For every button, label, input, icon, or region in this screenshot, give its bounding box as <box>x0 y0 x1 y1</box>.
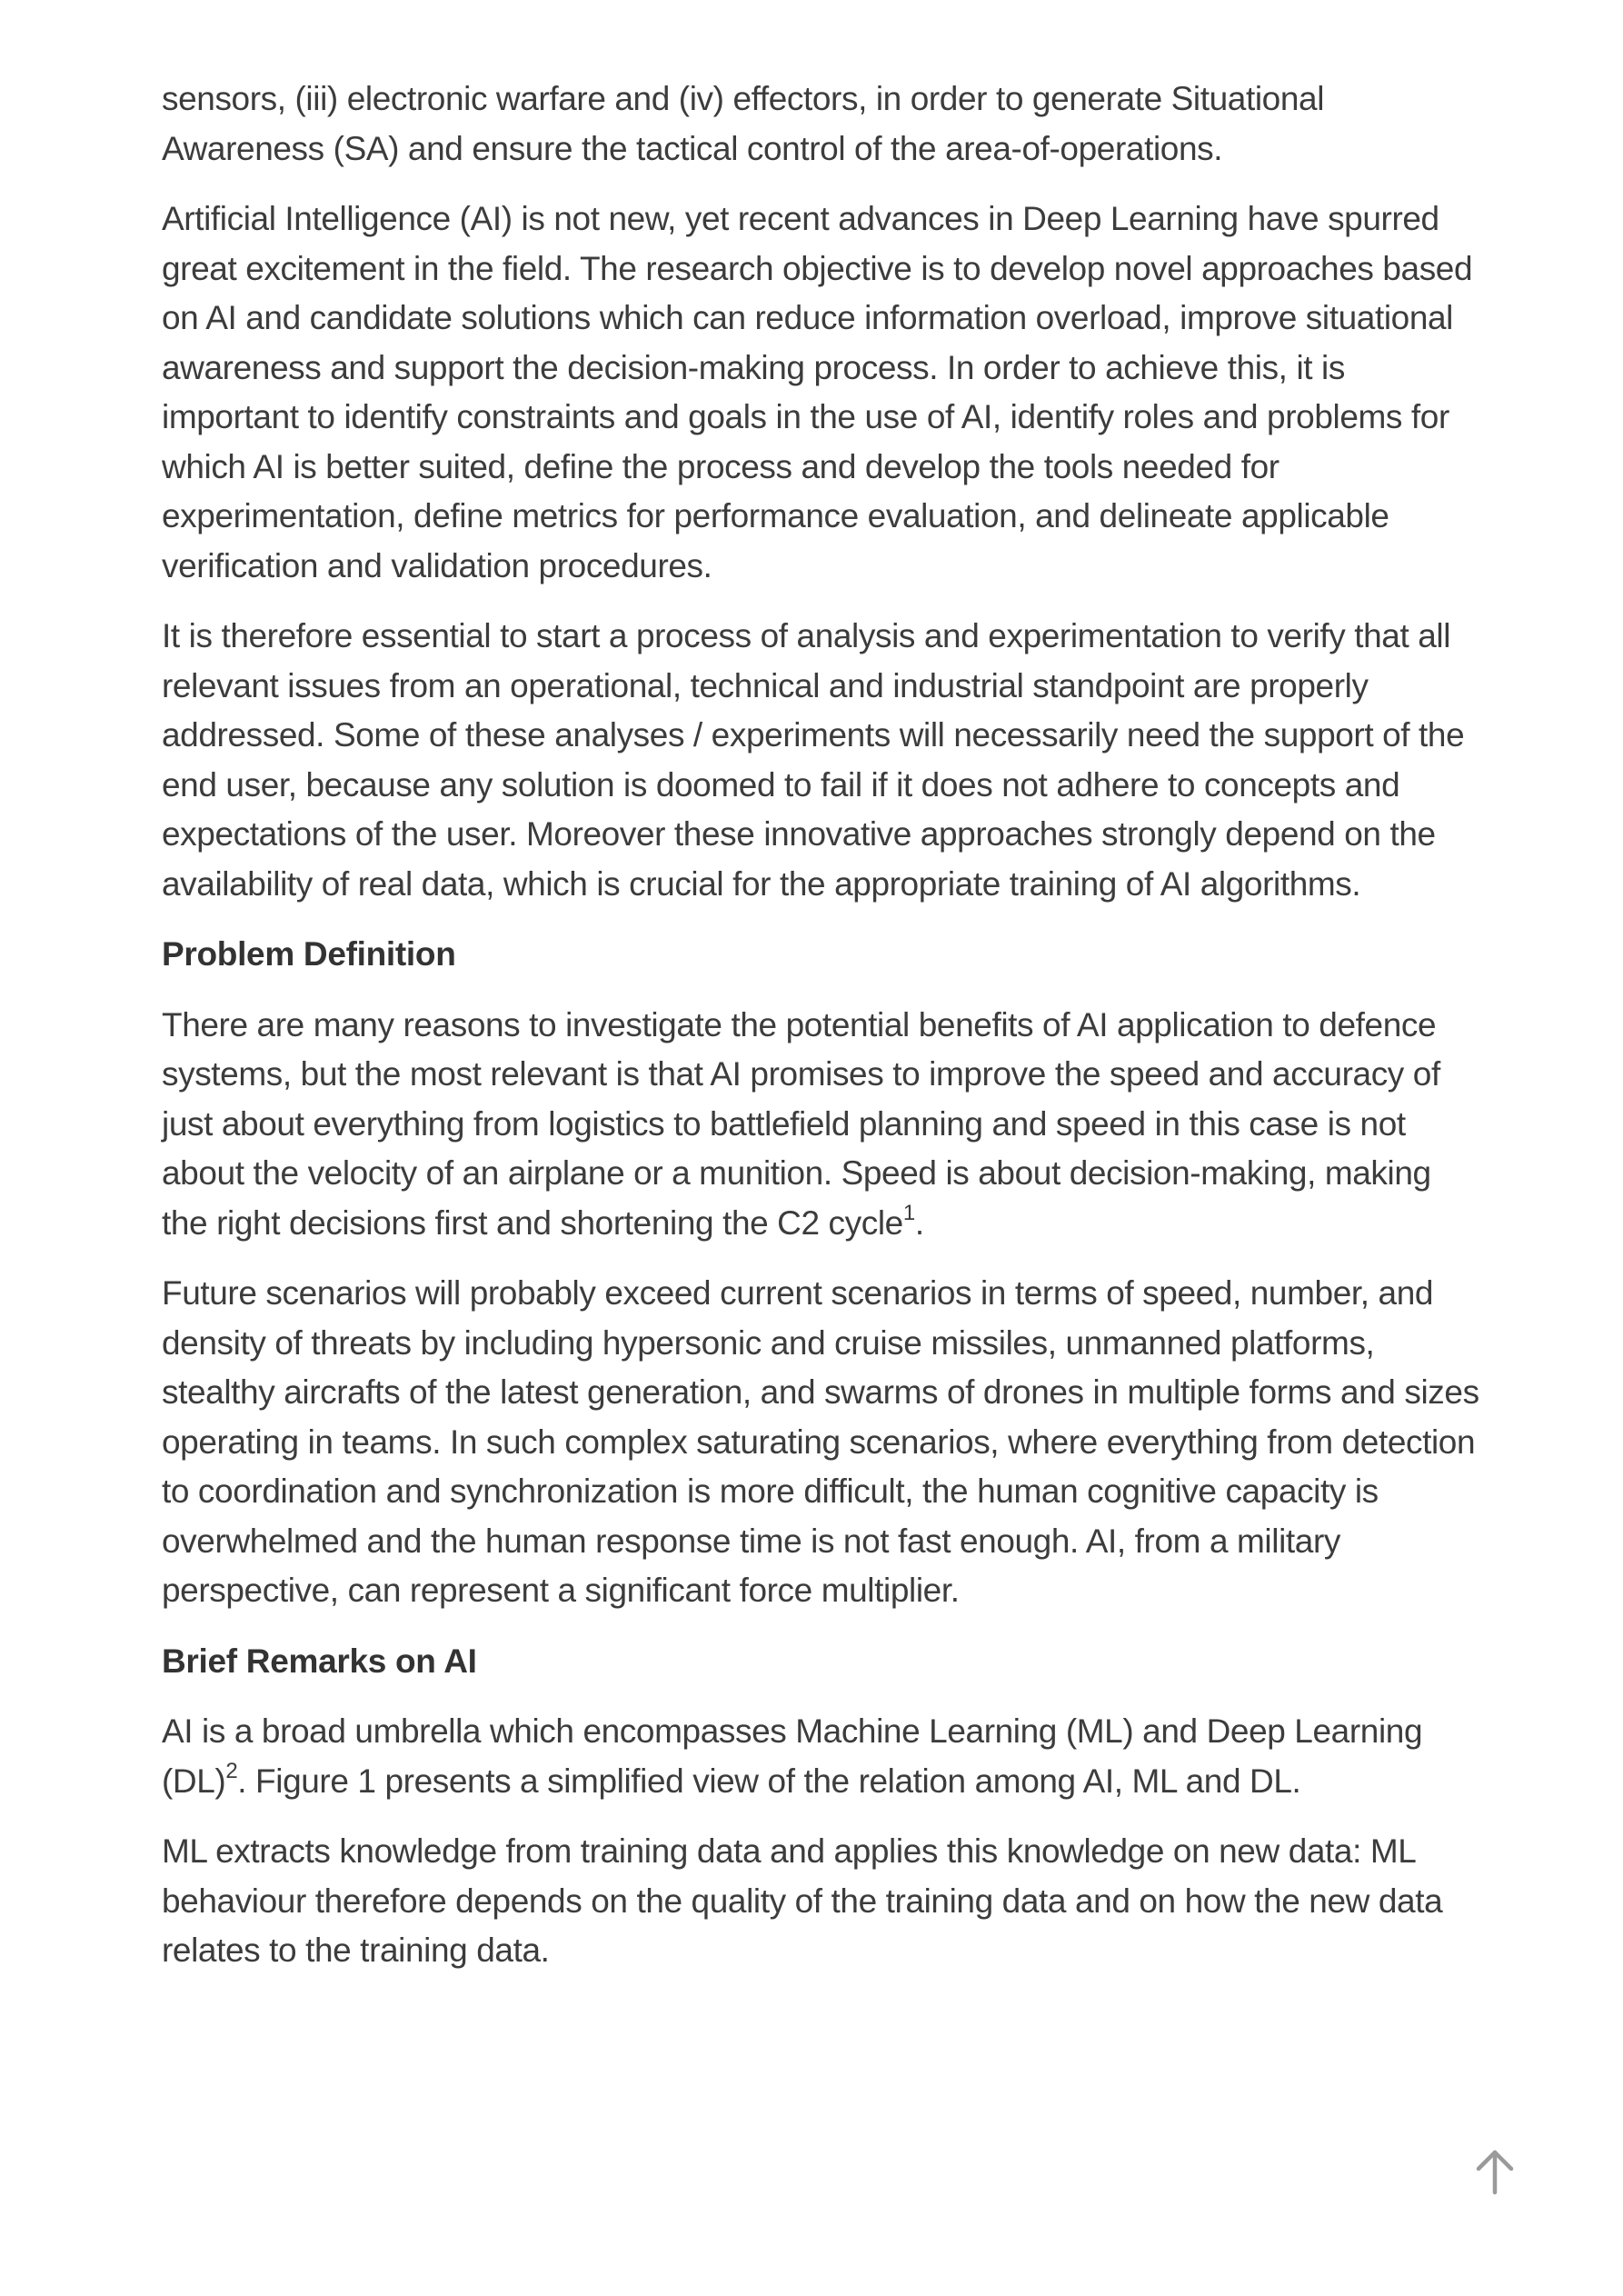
paragraph-reasons-tail: . <box>914 1203 924 1242</box>
paragraph-sensors: sensors, (iii) electronic warfare and (iv) effectors, in order to generate Situational Awareness (SA) and ensure the tactical control of the area-of-operations. <box>162 80 1325 167</box>
paragraph-ai-intro: Artificial Intelligence (AI) is not new, yet recent advances in Deep Learning have spurred great excitement in the field. The research objective is to develop novel approaches based on AI and candidate solutions which can reduce information overload, improve situational awareness and support the decision-making process. In order to achieve this, it is important to identify constraints and goals in the use of AI, identify roles and problems for which AI is better suited, define the process and develop the tools needed for experimentation, define metrics for performance evaluation, and delineate applicable verification and validation procedures. <box>162 200 1473 584</box>
footnote-ref-1[interactable]: 1 <box>902 1201 915 1226</box>
arrow-up-icon <box>1470 2147 1519 2196</box>
paragraph-reasons-text: There are many reasons to investigate the potential benefits of AI application to defence systems, but the most relevant is that AI promises to improve the speed and accuracy of just about everything from logistics to battlefield planning and speed in this case is not about the velocity of an airplane or a munition. Speed is about decision-making, making the right decisions first and shortening the C2 cycle <box>162 1005 1440 1242</box>
footnote-ref-2[interactable]: 2 <box>225 1759 238 1784</box>
back-to-top-button[interactable] <box>1470 2147 1519 2196</box>
paragraph-reasons <box>162 1001 1479 1249</box>
paragraph-ml-knowledge: ML extracts knowledge from training data and applies this knowledge on new data: ML behaviour therefore depends on the quality of the training data and on how the new data relates to the training data. <box>162 1832 1443 1969</box>
paragraph-ai-umbrella-tail: . Figure 1 presents a simplified view of the relation among AI, ML and DL. <box>237 1762 1301 1800</box>
heading-problem-definition: Problem Definition <box>162 935 456 973</box>
paragraph-ai-umbrella-text: AI is a broad umbrella which encompasses Machine Learning (ML) and Deep Learning (DL) <box>162 1712 1423 1800</box>
document-body <box>162 75 1479 1997</box>
paragraph-analysis: It is therefore essential to start a process of analysis and experimentation to verify that all relevant issues from an operational, technical and industrial standpoint are properly addressed. Some of these analyses / experiments will necessarily need the support of the end user, because any solution is doomed to fail if it does not adhere to concepts and expectations of the user. Moreover these innovative approaches strongly depend on the availability of real data, which is crucial for the appropriate training of AI algorithms. <box>162 617 1465 903</box>
paragraph-ai-umbrella <box>162 1707 1479 1806</box>
paragraph-future-scenarios: Future scenarios will probably exceed current scenarios in terms of speed, number, and density of threats by including hypersonic and cruise missiles, unmanned platforms, stealthy aircrafts of the latest generation, and swarms of drones in multiple forms and sizes operating in teams. In such complex saturating scenarios, where everything from detection to coordination and synchronization is more difficult, the human cognitive capacity is overwhelmed and the human response time is not fast enough. AI, from a military perspective, can represent a significant force multiplier. <box>162 1274 1479 1609</box>
heading-brief-remarks: Brief Remarks on AI <box>162 1642 477 1680</box>
